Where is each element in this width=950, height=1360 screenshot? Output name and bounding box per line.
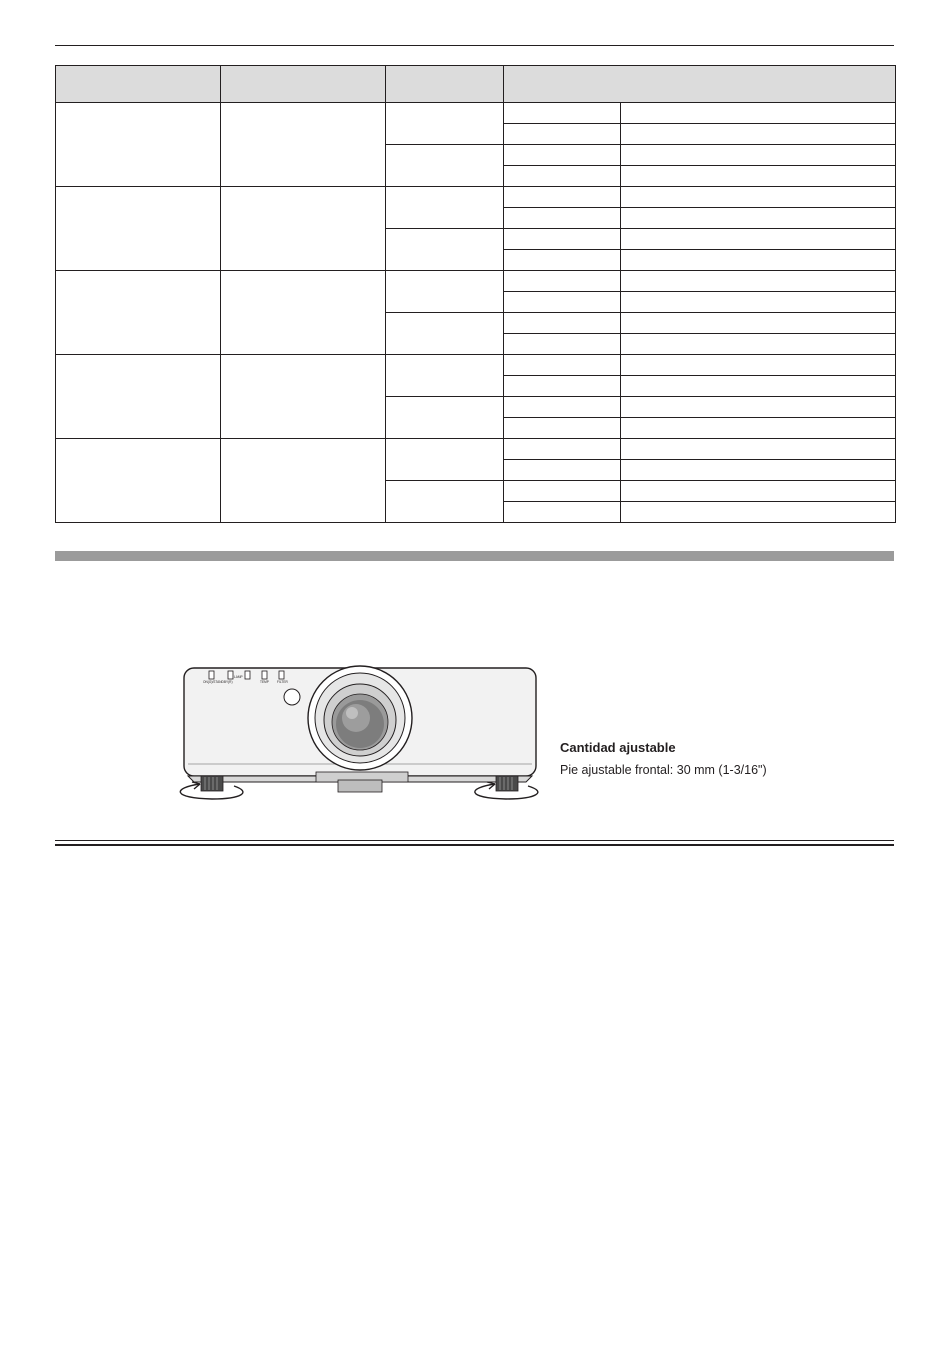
- table-cell: [621, 145, 896, 166]
- right-adjustable-foot-icon: [496, 776, 518, 791]
- table-cell: [621, 208, 896, 229]
- top-rule: [55, 45, 894, 46]
- projector-illustration: [166, 660, 556, 805]
- table-row: [56, 271, 896, 292]
- table-cell: [621, 313, 896, 334]
- indicator-label-temp: TEMP: [260, 680, 269, 684]
- table-row: [56, 355, 896, 376]
- table-cell: [386, 229, 504, 271]
- table-cell: [621, 271, 896, 292]
- table-cell: [504, 460, 621, 481]
- table-cell: [621, 334, 896, 355]
- table-cell: [386, 313, 504, 355]
- table-cell: [504, 376, 621, 397]
- table-cell: [221, 187, 386, 271]
- table-cell: [621, 187, 896, 208]
- adjustable-amount-text: Pie ajustable frontal: 30 mm (1-3/16"): [560, 763, 767, 777]
- header-cell: [504, 66, 896, 103]
- table-cell: [621, 124, 896, 145]
- table-cell: [621, 418, 896, 439]
- table-cell: [621, 481, 896, 502]
- table-cell: [56, 187, 221, 271]
- table-cell: [504, 334, 621, 355]
- table-cell: [504, 187, 621, 208]
- section-heading-bar: [55, 551, 894, 561]
- table-cell: [504, 103, 621, 124]
- table-cell: [504, 502, 621, 523]
- table-cell: [504, 208, 621, 229]
- table-cell: [56, 355, 221, 439]
- remote-sensor-icon: [284, 689, 300, 705]
- table-cell: [504, 271, 621, 292]
- table-cell: [621, 376, 896, 397]
- indicator-label-filter: FILTER: [277, 680, 288, 684]
- table-cell: [504, 250, 621, 271]
- table-cell: [221, 103, 386, 187]
- table-row: [56, 103, 896, 124]
- table-cell: [504, 145, 621, 166]
- table-cell: [621, 460, 896, 481]
- table-cell: [386, 397, 504, 439]
- section-divider-thin: [55, 840, 894, 841]
- table-cell: [504, 166, 621, 187]
- table-cell: [621, 292, 896, 313]
- spec-table: [55, 65, 896, 523]
- table-cell: [621, 502, 896, 523]
- left-adjustable-foot-icon: [201, 776, 223, 791]
- table-cell: [504, 397, 621, 418]
- table-cell: [221, 271, 386, 355]
- table-cell: [504, 229, 621, 250]
- header-cell: [386, 66, 504, 103]
- table-cell: [621, 229, 896, 250]
- table-cell: [504, 124, 621, 145]
- table-cell: [386, 271, 504, 313]
- table-row: [56, 187, 896, 208]
- table-cell: [56, 103, 221, 187]
- section-divider-thick: [55, 844, 894, 846]
- table-cell: [386, 355, 504, 397]
- table-cell: [504, 292, 621, 313]
- table-cell: [504, 481, 621, 502]
- table-header-row: [56, 66, 896, 103]
- table-cell: [221, 439, 386, 523]
- table-cell: [386, 103, 504, 145]
- table-cell: [504, 439, 621, 460]
- indicator-label-power: ON(G)/STANDBY(R): [203, 680, 233, 684]
- table-cell: [621, 250, 896, 271]
- table-cell: [621, 355, 896, 376]
- table-cell: [621, 166, 896, 187]
- table-cell: [386, 481, 504, 523]
- table-cell: [56, 439, 221, 523]
- lens-icon: [308, 666, 412, 770]
- table-cell: [504, 313, 621, 334]
- header-cell: [221, 66, 386, 103]
- table-row: [56, 439, 896, 460]
- header-cell: [56, 66, 221, 103]
- table-cell: [504, 418, 621, 439]
- table-cell: [386, 145, 504, 187]
- table-cell: [56, 271, 221, 355]
- table-cell: [504, 355, 621, 376]
- table-cell: [621, 439, 896, 460]
- adjustable-amount-title: Cantidad ajustable: [560, 740, 676, 755]
- table-cell: [621, 397, 896, 418]
- table-cell: [386, 439, 504, 481]
- table-cell: [621, 103, 896, 124]
- table-cell: [386, 187, 504, 229]
- indicator-label-lamp: LAMP: [234, 675, 243, 679]
- table-cell: [221, 355, 386, 439]
